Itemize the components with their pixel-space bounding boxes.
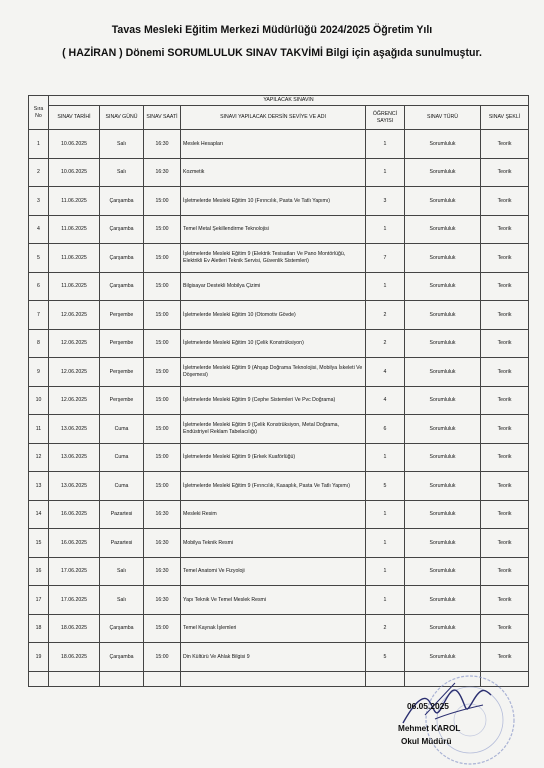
cell-sekil: Teorik [481,244,529,273]
cell-tur: Sorumluluk [405,301,481,330]
col-header-sira: Sıra No [29,96,49,130]
cell-sekil: Teorik [481,158,529,187]
cell-tur: Sorumluluk [405,643,481,672]
cell-gun: Pazartesi [100,500,144,529]
document-title: Tavas Mesleki Eğitim Merkezi Müdürlüğü 2024/2025 Öğretim Yılı [111,24,433,36]
cell-sekil: Teorik [481,215,529,244]
cell-gun: Perşembe [100,329,144,358]
cell-ders: Mobilya Teknik Resmi [181,529,366,558]
cell-tarih: 12.06.2025 [49,358,100,387]
cell-tarih: 10.06.2025 [49,130,100,159]
cell-sekil: Teorik [481,386,529,415]
cell-saat: 15:00 [144,272,181,301]
cell-ders: Kozmetik [181,158,366,187]
footer-signatory-name: Mehmet KAROL [398,724,461,733]
cell-no: 9 [29,358,49,387]
cell-sayi: 1 [366,586,405,615]
cell-no: 12 [29,443,49,472]
cell-sayi: 6 [366,415,405,444]
cell-sekil: Teorik [481,614,529,643]
table-row [29,215,529,244]
cell-tur: Sorumluluk [405,500,481,529]
cell-gun: Cuma [100,443,144,472]
cell-saat: 15:00 [144,614,181,643]
cell-tur: Sorumluluk [405,130,481,159]
cell-sayi: 1 [366,443,405,472]
cell-gun: Salı [100,158,144,187]
group-header: YAPILACAK SINAVIN [49,96,529,106]
cell-sayi: 3 [366,187,405,216]
col-header-tarih: SINAV TARİHİ [49,106,100,130]
table-row [29,500,529,529]
cell-tarih: 11.06.2025 [49,272,100,301]
cell-no: 14 [29,500,49,529]
cell-sekil: Teorik [481,301,529,330]
cell-ders: İşletmelerde Mesleki Eğitim 9 (Ahşap Doğrama Teknolojisi, Mobilya İskeleti Ve Döşemesi) [181,358,366,387]
cell-tarih: 12.06.2025 [49,301,100,330]
cell-gun: Çarşamba [100,614,144,643]
cell-tarih: 16.06.2025 [49,529,100,558]
cell-saat: 16:30 [144,130,181,159]
cell-ders: Meslek Hesapları [181,130,366,159]
cell-sayi: 5 [366,643,405,672]
cell-sekil: Teorik [481,586,529,615]
cell-gun: Pazartesi [100,529,144,558]
cell-ders: Temel Anatomi Ve Fizyoloji [181,557,366,586]
cell-saat: 15:00 [144,329,181,358]
cell-gun: Çarşamba [100,244,144,273]
cell-ders: Bilgisayar Destekli Mobilya Çizimi [181,272,366,301]
cell-sekil: Teorik [481,500,529,529]
cell-ders: Mesleki Resim [181,500,366,529]
table-row [29,643,529,672]
cell-saat: 16:30 [144,557,181,586]
cell-tur: Sorumluluk [405,386,481,415]
cell-no: 13 [29,472,49,501]
cell-saat: 15:00 [144,244,181,273]
cell-gun: Cuma [100,415,144,444]
cell-no: 15 [29,529,49,558]
cell-tarih: 18.06.2025 [49,643,100,672]
cell-gun: Cuma [100,472,144,501]
cell-sekil: Teorik [481,529,529,558]
cell-gun: Perşembe [100,358,144,387]
cell-saat: 15:00 [144,301,181,330]
table-row [29,244,529,273]
cell-no: 17 [29,586,49,615]
cell-sayi: 7 [366,244,405,273]
cell-sayi: 1 [366,130,405,159]
empty-cell [144,671,181,686]
cell-ders: İşletmelerde Mesleki Eğitim 9 (Erkek Kuaförlüğü) [181,443,366,472]
cell-tur: Sorumluluk [405,586,481,615]
cell-no: 1 [29,130,49,159]
footer-signatory-role: Okul Müdürü [401,737,452,746]
cell-saat: 15:00 [144,443,181,472]
cell-tur: Sorumluluk [405,557,481,586]
cell-tur: Sorumluluk [405,472,481,501]
cell-sayi: 2 [366,301,405,330]
cell-no: 3 [29,187,49,216]
cell-sekil: Teorik [481,130,529,159]
cell-sekil: Teorik [481,643,529,672]
cell-ders: Temel Metal Şekillendirme Teknolojisi [181,215,366,244]
cell-saat: 15:00 [144,643,181,672]
cell-tarih: 13.06.2025 [49,472,100,501]
cell-sayi: 1 [366,272,405,301]
cell-ders: Yapı Teknik Ve Temel Meslek Resmi [181,586,366,615]
cell-sekil: Teorik [481,187,529,216]
table-row [29,443,529,472]
cell-sayi: 4 [366,386,405,415]
cell-gun: Salı [100,586,144,615]
cell-no: 18 [29,614,49,643]
table-row [29,301,529,330]
cell-sayi: 2 [366,329,405,358]
table-row [29,386,529,415]
cell-ders: İşletmelerde Mesleki Eğitim 9 (Cephe Sistemleri Ve Pvc Doğrama) [181,386,366,415]
cell-tarih: 11.06.2025 [49,244,100,273]
table-row [29,358,529,387]
cell-gun: Çarşamba [100,272,144,301]
cell-saat: 15:00 [144,472,181,501]
col-header-tur: SINAV TÜRÜ [405,106,481,130]
cell-sayi: 1 [366,500,405,529]
cell-no: 5 [29,244,49,273]
table-row [29,586,529,615]
table-row [29,472,529,501]
col-header-sekil: SINAV ŞEKLİ [481,106,529,130]
empty-cell [100,671,144,686]
cell-sekil: Teorik [481,358,529,387]
cell-gun: Çarşamba [100,187,144,216]
table-row [29,158,529,187]
exam-schedule-table [28,95,529,687]
cell-tarih: 10.06.2025 [49,158,100,187]
footer-date: 06.05.2025 [407,701,449,711]
cell-gun: Çarşamba [100,215,144,244]
cell-tur: Sorumluluk [405,272,481,301]
cell-tarih: 13.06.2025 [49,415,100,444]
cell-ders: Din Kültürü Ve Ahlak Bilgisi 9 [181,643,366,672]
cell-sayi: 1 [366,529,405,558]
cell-gun: Perşembe [100,301,144,330]
table-row [29,130,529,159]
cell-tur: Sorumluluk [405,244,481,273]
cell-sekil: Teorik [481,272,529,301]
cell-tarih: 17.06.2025 [49,586,100,615]
cell-ders: Temel Kaynak İşlemleri [181,614,366,643]
cell-gun: Çarşamba [100,643,144,672]
cell-ders: İşletmelerde Mesleki Eğitim 10 (Otomotiv Gövde) [181,301,366,330]
cell-sayi: 5 [366,472,405,501]
cell-saat: 16:30 [144,158,181,187]
cell-no: 11 [29,415,49,444]
empty-cell [49,671,100,686]
cell-no: 16 [29,557,49,586]
empty-cell [29,671,49,686]
cell-sekil: Teorik [481,443,529,472]
cell-saat: 15:00 [144,187,181,216]
col-header-saat: SINAV SAATİ [144,106,181,130]
cell-no: 19 [29,643,49,672]
cell-gun: Perşembe [100,386,144,415]
cell-no: 6 [29,272,49,301]
cell-tur: Sorumluluk [405,614,481,643]
cell-sekil: Teorik [481,557,529,586]
cell-ders: İşletmelerde Mesleki Eğitim 9 (Fırıncılık, Kasaplık, Pasta Ve Tatlı Yapımı) [181,472,366,501]
cell-saat: 15:00 [144,415,181,444]
table-row [29,614,529,643]
cell-tarih: 11.06.2025 [49,187,100,216]
cell-tarih: 16.06.2025 [49,500,100,529]
cell-ders: İşletmelerde Mesleki Eğitim 10 (Çelik Konstrüksiyon) [181,329,366,358]
cell-sekil: Teorik [481,329,529,358]
cell-tur: Sorumluluk [405,187,481,216]
cell-tarih: 13.06.2025 [49,443,100,472]
cell-tarih: 11.06.2025 [49,215,100,244]
cell-ders: İşletmelerde Mesleki Eğitim 9 (Çelik Konstrüksiyon, Metal Doğrama, Endüstriyel Reklam Tabelacılığı) [181,415,366,444]
table-row [29,272,529,301]
cell-tur: Sorumluluk [405,415,481,444]
cell-saat: 15:00 [144,358,181,387]
cell-tur: Sorumluluk [405,358,481,387]
document-subtitle: ( HAZİRAN ) Dönemi SORUMLULUK SINAV TAKVİMİ Bilgi için aşağıda sunulmuştur. [62,47,482,59]
cell-gun: Salı [100,557,144,586]
cell-ders: İşletmelerde Mesleki Eğitim 10 (Fırıncılık, Pasta Ve Tatlı Yapımı) [181,187,366,216]
cell-sayi: 1 [366,158,405,187]
cell-saat: 16:30 [144,586,181,615]
cell-saat: 16:30 [144,529,181,558]
cell-no: 10 [29,386,49,415]
table-row [29,329,529,358]
cell-tur: Sorumluluk [405,443,481,472]
cell-tarih: 12.06.2025 [49,386,100,415]
table-row [29,529,529,558]
cell-sekil: Teorik [481,472,529,501]
cell-tarih: 18.06.2025 [49,614,100,643]
col-header-sayi: ÖĞRENCİ SAYISI [366,106,405,130]
cell-saat: 15:00 [144,386,181,415]
table-row [29,415,529,444]
cell-tur: Sorumluluk [405,329,481,358]
cell-no: 7 [29,301,49,330]
cell-sayi: 4 [366,358,405,387]
cell-tur: Sorumluluk [405,529,481,558]
cell-saat: 16:30 [144,500,181,529]
cell-gun: Salı [100,130,144,159]
cell-tarih: 17.06.2025 [49,557,100,586]
col-header-gun: SINAV GÜNÜ [100,106,144,130]
cell-tarih: 12.06.2025 [49,329,100,358]
cell-tur: Sorumluluk [405,158,481,187]
cell-sekil: Teorik [481,415,529,444]
cell-saat: 15:00 [144,215,181,244]
cell-tur: Sorumluluk [405,215,481,244]
cell-sayi: 1 [366,215,405,244]
table-row [29,557,529,586]
cell-no: 2 [29,158,49,187]
cell-no: 4 [29,215,49,244]
cell-ders: İşletmelerde Mesleki Eğitim 9 (Elektrik Tesisatları Ve Pano Montörlüğü, Elektrikli Ev Aletleri Teknik Servisi, Güvenlik Sistemleri) [181,244,366,273]
cell-no: 8 [29,329,49,358]
table-row [29,187,529,216]
cell-sayi: 2 [366,614,405,643]
col-header-ders: SINAVI YAPILACAK DERSİN SEVİYE VE ADI [181,106,366,130]
empty-cell [181,671,366,686]
cell-sayi: 1 [366,557,405,586]
